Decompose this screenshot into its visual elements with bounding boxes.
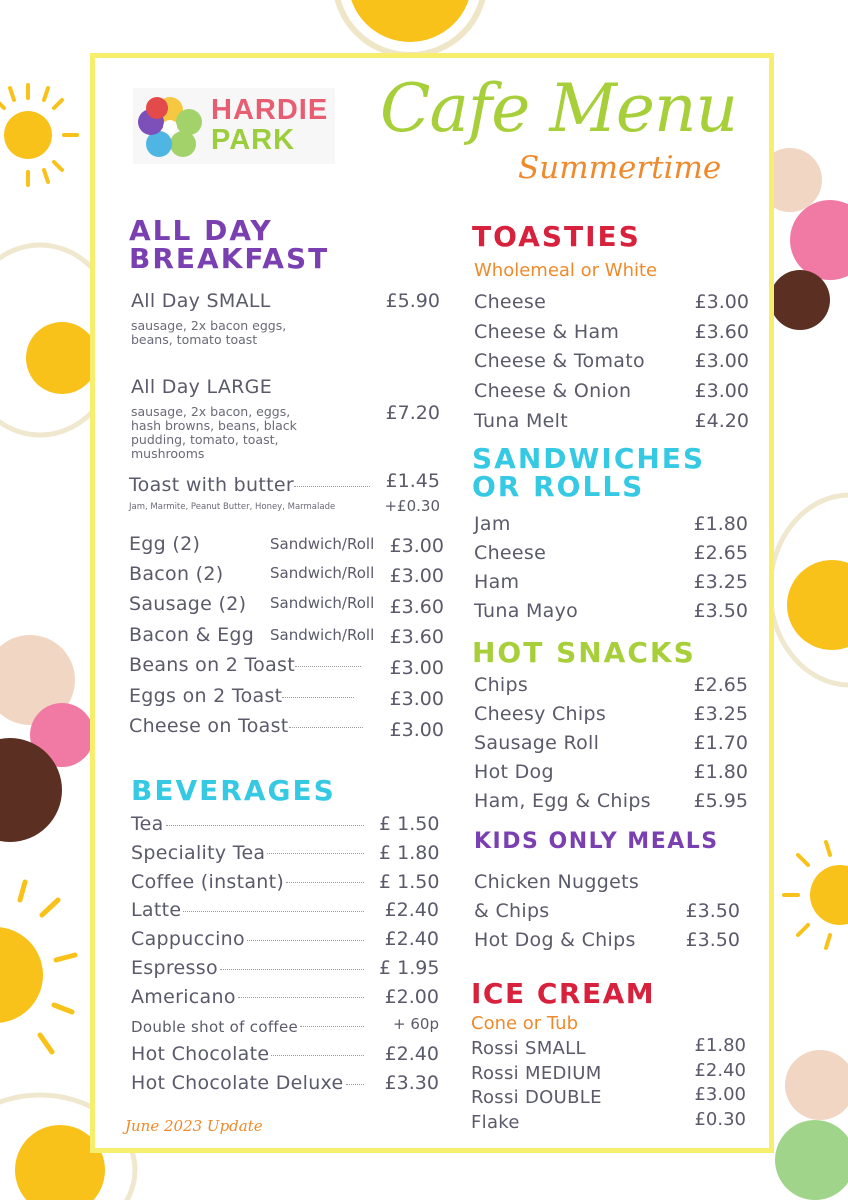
dot-leader (166, 824, 364, 826)
menu-item-label: Espresso (131, 957, 218, 979)
dot-leader (282, 696, 354, 698)
egg-icon (770, 495, 848, 685)
menu-item-label: Cheese (474, 542, 547, 564)
menu-item-price: £5.90 (385, 290, 440, 312)
menu-item-label: Tuna Mayo (474, 600, 579, 622)
menu-item-price: £3.00 (389, 657, 444, 679)
menu-item-price: £2.40 (694, 1059, 746, 1081)
menu-item-name (131, 957, 364, 979)
menu-item-name (131, 871, 364, 893)
menu-item-name (474, 732, 599, 754)
menu-item-name (474, 790, 651, 812)
menu-item-name (474, 703, 606, 725)
menu-item-name (131, 899, 364, 921)
menu-item-price: £3.00 (389, 535, 444, 557)
toasties-subheading: Wholemeal or White (474, 260, 658, 281)
menu-item-price: £2.40 (384, 1043, 439, 1066)
menu-item-name (131, 1043, 364, 1065)
breakfast-heading-line2: BREAKFAST (129, 242, 330, 275)
menu-item-name (474, 600, 578, 622)
menu-item-name (471, 1112, 520, 1133)
sandwiches-heading-line1: SANDWICHES (472, 442, 706, 475)
menu-item-name (474, 291, 546, 313)
menu-item-price: £2.40 (384, 899, 439, 922)
menu-item-name (471, 1063, 602, 1084)
menu-item-price: £3.50 (685, 929, 740, 951)
menu-item-label: Hot Chocolate Deluxe (131, 1072, 344, 1095)
menu-item-name (129, 685, 354, 707)
menu-item-label: Tuna Melt (474, 409, 568, 432)
menu-item-label: Beans on 2 Toast (129, 654, 295, 676)
page-subtitle: Summertime (518, 150, 722, 186)
toasties-heading: TOASTIES (472, 220, 641, 253)
menu-item-price: £3.00 (389, 565, 444, 587)
menu-item-label: Americano (131, 985, 236, 1008)
menu-item-label: Ham (474, 571, 520, 593)
menu-item-price: £3.50 (685, 900, 740, 922)
menu-item-price: £1.80 (694, 1035, 746, 1056)
menu-item-name: All Day LARGE (131, 376, 273, 398)
menu-item-name (131, 813, 364, 835)
menu-item-note: Sandwich/Roll (270, 626, 375, 644)
menu-item-label: Rossi MEDIUM (471, 1062, 602, 1084)
menu-item-price: £2.65 (693, 674, 748, 696)
dot-leader (183, 910, 364, 912)
menu-item-label: Chips (474, 674, 529, 696)
menu-item-label: Tea (131, 813, 164, 835)
dot-leader (220, 968, 364, 970)
brand-line2: PARK (211, 124, 296, 156)
sun-icon (0, 85, 77, 185)
menu-item-label: Cheesy Chips (474, 703, 607, 725)
menu-item-price: £3.00 (694, 350, 749, 373)
menu-item-name (474, 380, 631, 402)
beverages-heading: BEVERAGES (131, 774, 336, 807)
menu-item-name (129, 474, 370, 496)
menu-item-name: Sausage (2) (129, 593, 247, 615)
menu-item-price: £2.65 (693, 542, 748, 564)
menu-item-name (474, 410, 568, 432)
menu-item-price: £3.60 (389, 626, 444, 648)
sun-icon (784, 842, 848, 948)
dot-leader (271, 1054, 364, 1056)
menu-item-description: sausage, 2x bacon eggs, beans, tomato toast (131, 318, 287, 347)
brand-line1: HARDIE (211, 94, 329, 126)
menu-item-name: & Chips (474, 900, 550, 922)
menu-item-label: Cheese on Toast (129, 715, 289, 737)
menu-item-name: All Day SMALL (131, 290, 271, 312)
menu-item-name (131, 928, 364, 950)
menu-item-label: Cheese & Onion (474, 380, 632, 403)
menu-item-label: Cappuccino (131, 928, 245, 951)
menu-item-label: Cheese & Tomato (474, 350, 645, 373)
menu-item-price: £1.80 (693, 761, 748, 783)
menu-item-label: Hot Dog (474, 761, 554, 783)
menu-item-extras-price: +£0.30 (384, 497, 440, 515)
dot-leader (238, 996, 364, 998)
menu-item-name: Bacon & Egg (129, 624, 255, 646)
menu-item-price: £3.00 (389, 719, 444, 741)
menu-item-price: £3.30 (384, 1072, 439, 1095)
menu-item-label: Sausage Roll (474, 732, 600, 754)
menu-item-price: £1.70 (693, 732, 748, 754)
dot-leader (247, 939, 364, 941)
menu-item-price: £ 1.50 (379, 870, 440, 893)
dot-leader (294, 485, 370, 487)
menu-item-price: £ 1.95 (379, 957, 440, 979)
hot-snacks-heading: HOT SNACKS (472, 636, 696, 669)
menu-item-price: £3.00 (694, 380, 749, 403)
menu-item-note: Sandwich/Roll (270, 535, 375, 553)
menu-item-name (474, 513, 511, 535)
menu-item-price: £3.00 (694, 291, 749, 313)
menu-item-price: £0.30 (694, 1108, 746, 1130)
menu-item-name (129, 715, 363, 737)
menu-item-description: sausage, 2x bacon, eggs, hash browns, beans, black pudding, tomato, toast, mushrooms (131, 404, 297, 461)
menu-item-price: £3.00 (389, 688, 444, 710)
dot-leader (295, 665, 361, 667)
menu-item-price: £ 1.80 (379, 841, 440, 864)
menu-item-price: £3.25 (693, 571, 748, 593)
flower-icon (135, 90, 205, 162)
menu-item-price: £3.60 (389, 596, 444, 618)
menu-item-price: £1.80 (693, 513, 748, 535)
menu-item-name (474, 321, 619, 343)
menu-item-name (474, 571, 519, 593)
menu-item-price: £4.20 (694, 409, 749, 432)
menu-item-label: Coffee (instant) (131, 870, 285, 893)
menu-item-name (129, 654, 361, 676)
menu-item-name (131, 1072, 364, 1094)
sandwiches-heading-line2: OR ROLLS (472, 470, 645, 503)
menu-item-price: £3.50 (693, 600, 748, 622)
menu-item-label: Latte (131, 899, 182, 922)
kids-heading: KIDS ONLY MEALS (474, 829, 719, 854)
menu-item-label: Flake (471, 1111, 520, 1133)
menu-item-price: £2.00 (384, 985, 439, 1008)
menu-item-label: Eggs on 2 Toast (129, 685, 283, 707)
ice-cream-icon (775, 1050, 848, 1200)
menu-item-label: Speciality Tea (131, 841, 266, 864)
menu-item-name (471, 1038, 586, 1059)
menu-item-price: £7.20 (385, 402, 440, 424)
menu-item-name (471, 1087, 602, 1108)
sun-icon (335, 0, 485, 55)
page-title: Cafe Menu (380, 70, 737, 147)
menu-item-label: Rossi SMALL (471, 1038, 586, 1059)
dot-leader (346, 1083, 364, 1085)
menu-item-label: Cheese & Ham (474, 320, 620, 343)
menu-item-name: Egg (2) (129, 533, 201, 555)
menu-item-price: £ 1.50 (379, 813, 440, 835)
menu-item-name (131, 1015, 364, 1037)
menu-item-name: Bacon (2) (129, 563, 224, 585)
menu-item-name (474, 350, 645, 372)
menu-item-price: £3.25 (693, 703, 748, 725)
menu-item-price: £3.60 (694, 320, 749, 343)
menu-item-name (131, 986, 364, 1008)
breakfast-heading-line1: ALL DAY (129, 214, 273, 247)
menu-item-label: Toast with butter (129, 474, 294, 496)
menu-item-name (474, 542, 546, 564)
menu-item-label: Hot Chocolate (131, 1043, 270, 1066)
menu-item-name: Chicken Nuggets (474, 871, 640, 893)
menu-item-price: £1.45 (385, 470, 440, 492)
menu-item-name (131, 842, 364, 864)
menu-item-price: + 60p (393, 1014, 439, 1033)
menu-item-price: £2.40 (384, 928, 439, 951)
menu-item-name (474, 761, 554, 783)
sun-icon (0, 882, 75, 1052)
dot-leader (267, 852, 364, 854)
menu-item-note: Sandwich/Roll (270, 594, 375, 612)
menu-item-note: Sandwich/Roll (270, 564, 375, 582)
menu-item-price: £5.95 (693, 790, 748, 812)
menu-item-label: Jam (474, 513, 511, 535)
menu-item-label: Double shot of coffee (131, 1017, 299, 1036)
menu-item-label: Ham, Egg & Chips (474, 790, 651, 812)
footer-update-note: June 2023 Update (125, 1117, 263, 1135)
ice-cream-icon (0, 635, 94, 842)
menu-item-label: Cheese (474, 291, 547, 313)
logo (133, 88, 335, 164)
menu-item-name: Hot Dog & Chips (474, 929, 636, 951)
menu-item-label: Rossi DOUBLE (471, 1087, 602, 1108)
dot-leader (289, 726, 363, 728)
dot-leader (300, 1025, 364, 1027)
menu-item-price: £3.00 (694, 1084, 746, 1105)
ice-cream-heading: ICE CREAM (471, 977, 656, 1010)
menu-item-name (474, 674, 528, 696)
dot-leader (286, 881, 364, 883)
menu-item-extras: Jam, Marmite, Peanut Butter, Honey, Marmalade (129, 502, 336, 512)
ice-cream-subheading: Cone or Tub (471, 1013, 579, 1034)
